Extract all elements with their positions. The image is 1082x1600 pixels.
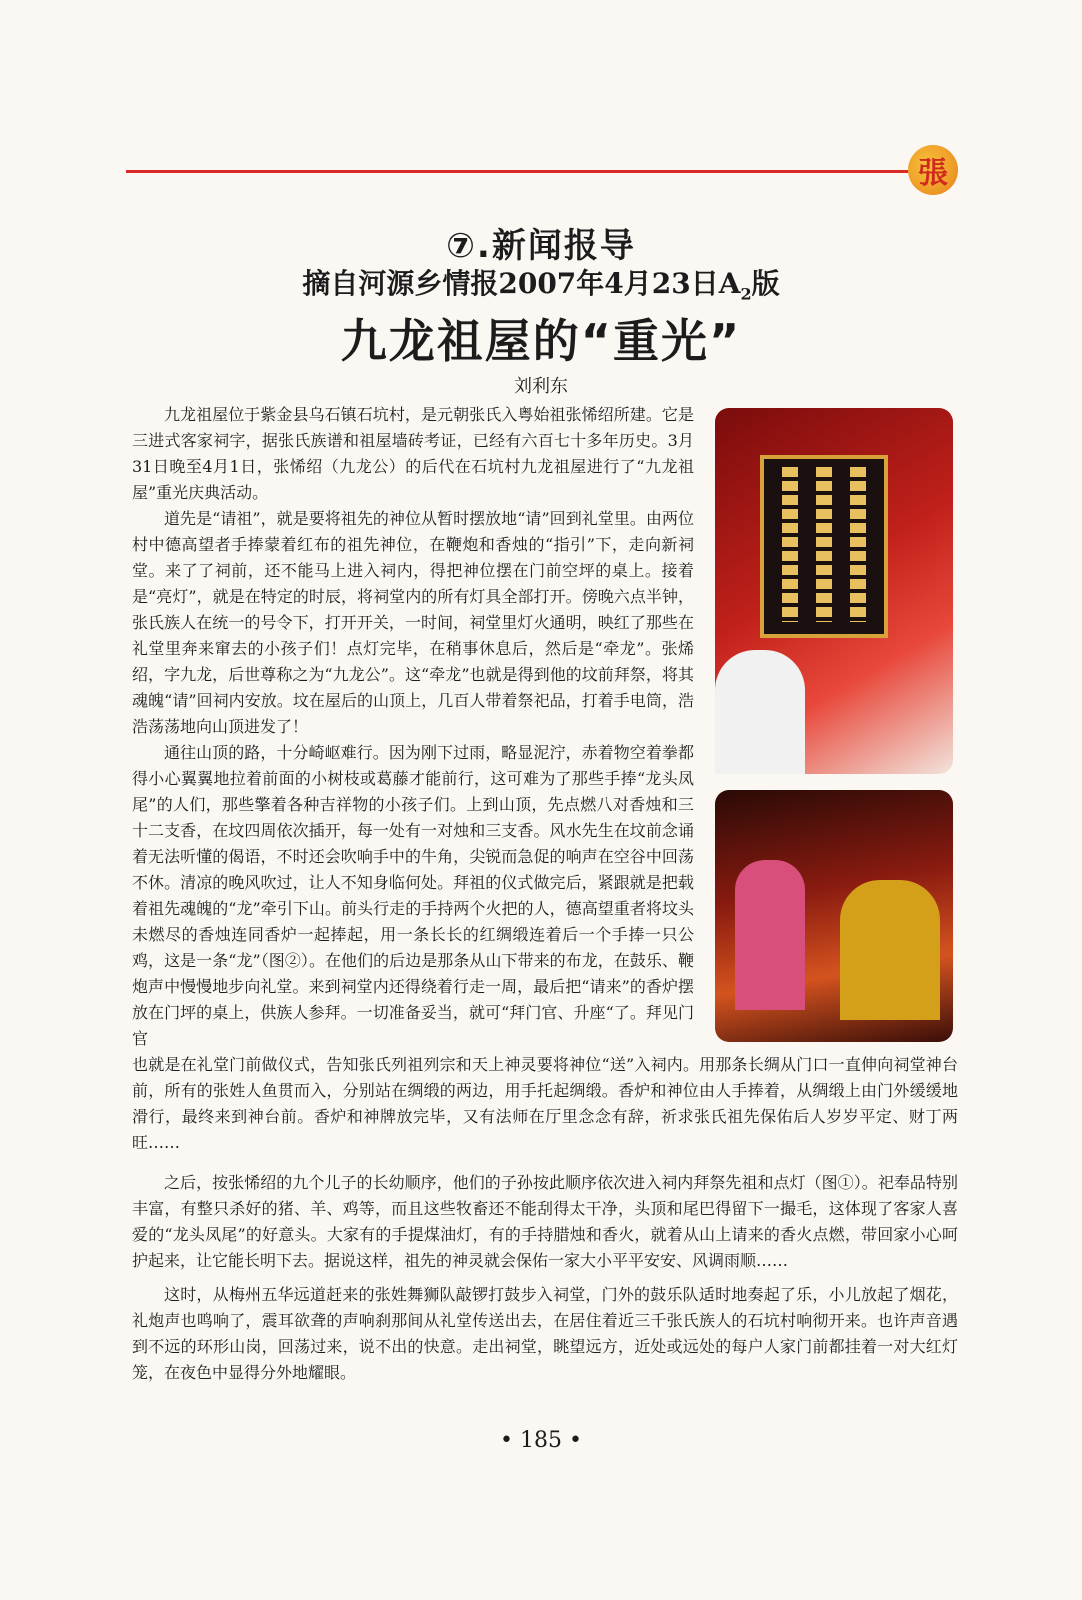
- article-title: 九龙祖屋的“重光”: [340, 314, 742, 368]
- article-column: [132, 402, 694, 1052]
- source-line: [0, 262, 1082, 304]
- section-title: ⑦.新闻报导: [446, 226, 636, 266]
- paragraph-continuation: 也就是在礼堂门前做仪式，告知张氏列祖列宗和天上神灵要将神位“送”入祠内。用那条长绸从门口一直伸向祠堂神台前，所有的张姓人鱼贯而入，分别站在绸缎的两边，用手托起绸缎。香炉和神位由人手捧着，从绸缎上由门外缓缓地滑行，最终来到神台前。香炉和神牌放完毕，又有法师在厅里念念有辞，祈求张氏祖先保佑后人岁岁平定、财丁两旺……: [132, 1055, 958, 1152]
- page-number: • 185 •: [500, 1428, 582, 1453]
- procession-figure: [840, 880, 940, 1020]
- zhang-emblem: 張: [908, 145, 958, 195]
- ancestral-tablet: [760, 455, 888, 638]
- paragraph: 九龙祖屋位于紫金县乌石镇石坑村，是元朝张氏入粤始祖张悕绍所建。它是三进式客家祠字，据张氏族谱和祖屋墙砖考证，已经有六百七十多年历史。3月31日晚至4月1日，张悕绍（九龙公）的后代在石坑村九龙祖屋进行了“九龙祖屋”重光庆典活动。: [132, 405, 694, 502]
- paragraph: 道先是“请祖”，就是要将祖先的神位从暂时摆放地“请”回到礼堂里。由两位村中德高望者手捧蒙着红布的祖先神位，在鞭炮和香烛的“指引”下，走向新祠堂。来了了祠前，还不能马上进入祠内，得把神位摆在门前空坪的桌上。接着是“亮灯”，就是在特定的时辰，将祠堂内的所有灯具全部打开。傍晚六点半钟，张氏族人在统一的号令下，打开开关，一时间，祠堂里灯火通明，映红了那些在礼堂里奔来窜去的小孩子们！点灯完毕，在稍事休息后，然后是“牵龙”。张烯绍，字九龙，后世尊称之为“九龙公”。这“牵龙”也就是得到他的坟前拜祭，将其魂魄“请”回祠内安放。坟在屋后的山顶上，几百人带着祭祀品，打着手电筒，浩浩荡荡地向山顶进发了！: [132, 509, 694, 736]
- paragraph: 这时，从梅州五华远道赶来的张姓舞狮队敲锣打鼓步入祠堂，门外的鼓乐队适时地奏起了乐，小儿放起了烟花，礼炮声也鸣响了，震耳欲聋的声响刹那间从礼堂传送出去，在居住着近三千张氏族人的石坑村响彻开来。也许声音遇到不远的环形山岗，回荡过来，说不出的快意。走出祠堂，眺望远方，近处或远处的每户人家门前都挂着一对大红灯笼，在夜色中显得分外地耀眼。: [132, 1285, 958, 1382]
- worshipper-figure: [715, 650, 805, 774]
- article-continuation: [132, 1052, 958, 1156]
- author: 刘利东: [514, 376, 568, 397]
- paragraph: 之后，按张悕绍的九个儿子的长幼顺序，他们的子孙按此顺序依次进入祠内拜祭先祖和点灯（图①）。祀奉品特别丰富，有整只杀好的猪、羊、鸡等，而且这些牧畜还不能刮得太干净，头顶和尾巴得留下一撮毛，这体现了客家人喜爱的“龙头凤尾”的好意头。大家有的手提煤油灯，有的手持腊烛和香火，就着从山上请来的香火点燃，带回家小心呵护起来，让它能长明下去。据说这样，祖先的神灵就会保佑一家大小平平安安、风调雨顺……: [132, 1173, 958, 1270]
- source-text: 摘自河源乡情报2007年4月23日A: [302, 267, 741, 300]
- article-full-width: [132, 1170, 958, 1386]
- speaker-figure: [735, 860, 805, 1010]
- source-suffix: 版: [751, 267, 780, 300]
- paragraph: 通往山顶的路，十分崎岖难行。因为刚下过雨，略显泥泞，赤着物空着拳都得小心翼翼地拉着前面的小树枝或葛藤才能前行，这可难为了那些手捧“龙头凤尾”的人们，那些擎着各种吉祥物的小孩子们。上到山顶，先点燃八对香烛和三十二支香，在坟四周依次插开，每一处有一对烛和三支香。风水先生在坟前念诵着无法听懂的偈语，不时还会吹响手中的牛角，尖锐而急促的响声在空谷中回荡不休。清凉的晚风吹过，让人不知身临何处。拜祖的仪式做完后，紧跟就是把载着祖先魂魄的“龙”牵引下山。前头行走的手持两个火把的人，德高望重者将坟头未燃尽的香烛连同香炉一起捧起，用一条长长的红绸缎连着后一个手捧一只公鸡，这是一条“龙”（图②）。在他们的后边是那条从山下带来的布龙，在鼓乐、鞭炮声中慢慢地步向礼堂。来到祠堂内还得绕着行走一周，最后把“请来”的香炉摆放在门坪的桌上，供族人参拜。一切准备妥当，就可“拜门官、升座“了。拜见门官: [132, 743, 694, 1048]
- header-rule: [126, 170, 910, 173]
- source-subscript: 2: [740, 284, 752, 304]
